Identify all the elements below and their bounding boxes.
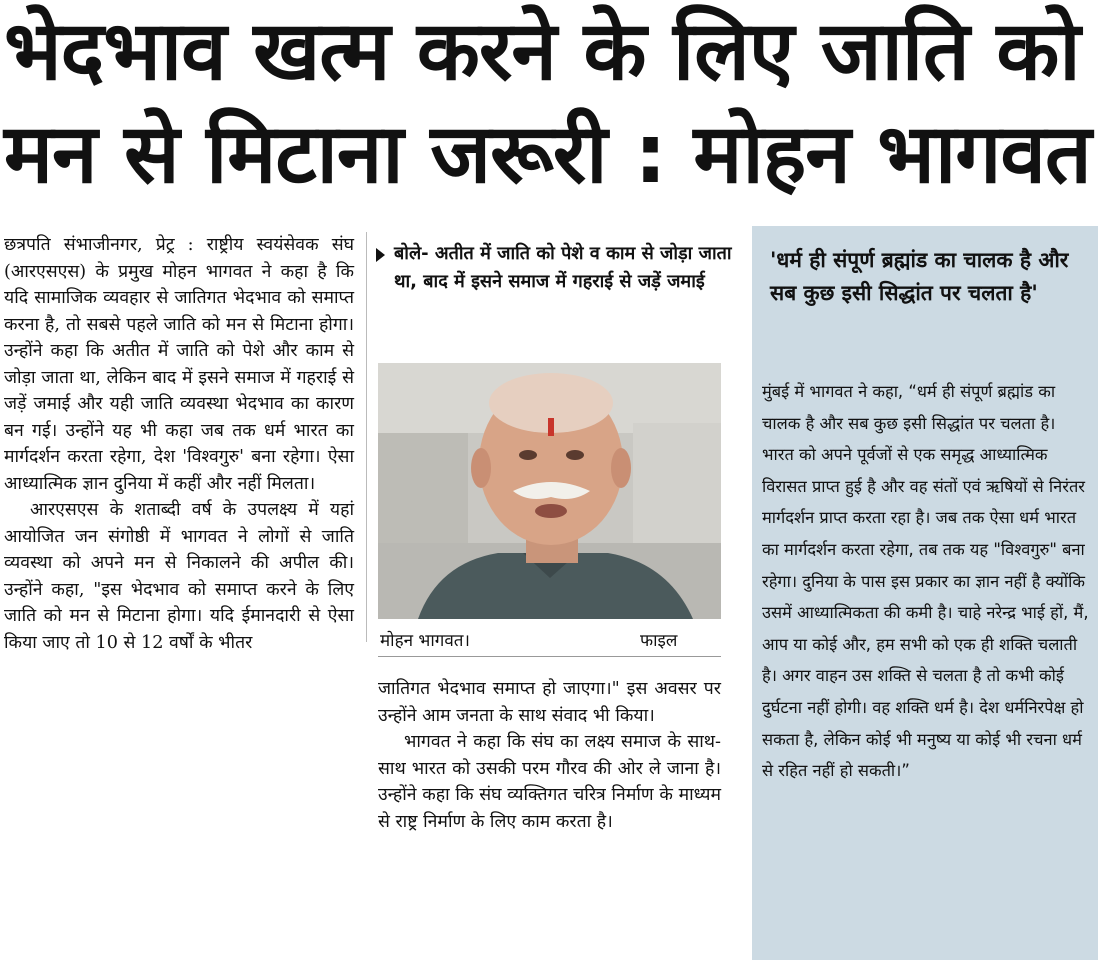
- caption-credit: फाइल: [640, 631, 678, 651]
- article-paragraph: छत्रपति संभाजीनगर, प्रेट्र : राष्ट्रीय स्वयंसेवक संघ (आरएसएस) के प्रमुख मोहन भागवत ने कहा है कि यदि सामाजिक व्यवहार से जातिगत भेदभाव को समाप्त करना है, तो सबसे पहले जाति को मन से मिटाना होगा। उन्होंने कहा कि अतीत में जाति को पेशे और काम से जोड़ा जाता था, लेकिन बाद में इसने समाज में गहराई से जड़ें जमाई और यही जाति व्यवस्था भेदभाव का कारण बन गई। उन्होंने यह भी कहा जब तक धर्म भारत का मार्गदर्शन करता रहेगा, देश 'विश्वगुरु' बना रहेगा। ऐसा आध्यात्मिक ज्ञान दुनिया में कहीं और नहीं मिलता।: [4, 235, 354, 494]
- portrait-illustration: [378, 363, 721, 619]
- article-paragraph: जातिगत भेदभाव समाप्त हो जाएगा।" इस अवसर पर उन्होंने आम जनता के साथ संवाद भी किया।: [378, 679, 721, 726]
- headline-line-1: भेदभाव खत्म करने के लिए जाति को: [4, 4, 1080, 99]
- article-paragraph: भागवत ने कहा कि संघ का लक्ष्य समाज के साथ-साथ भारत को उसकी परम गौरव की ओर ले जाना है। उन्होंने कहा कि संघ व्यक्तिगत चरित्र निर्माण के माध्यम से राष्ट्र निर्माण के लिए काम करता है।: [378, 732, 721, 832]
- subheading-text: बोले- अतीत में जाति को पेशे व काम से जोड़ा जाता था, बाद में इसने समाज में गहराई से जड़ें जमाई: [394, 243, 732, 292]
- caption-name: मोहन भागवत।: [380, 631, 470, 651]
- subheading: [380, 240, 740, 296]
- article-column-2: [378, 676, 721, 835]
- headline: [0, 0, 1100, 210]
- sidebar-text: मुंबई में भागवत ने कहा, “धर्म ही संपूर्ण ब्रह्मांड का चालक है और सब कुछ इसी सिद्धांत पर चलता है। भारत को अपने पूर्वजों से एक समृद्ध आध्यात्मिक विरासत प्राप्त हुई है और वह संतों एवं ऋषियों से निरंतर मार्गदर्शन प्राप्त करता रहा है। जब तक ऐसा धर्म भारत का मार्गदर्शन करता रहेगा, तब तक यह "विश्वगुरु" बना रहेगा। दुनिया के पास इस प्रकार का ज्ञान नहीं है क्योंकि उसमें आध्यात्मिकता की कमी है। चाहे नरेन्द्र भाई हों, मैं, आप या कोई और, हम सभी को एक ही शक्ति चलाती है। अगर वाहन उस शक्ति से चलता है तो कभी कोई दुर्घटना नहीं होगी। वह शक्ति धर्म है। देश धर्मनिरपेक्ष हो सकता है, लेकिन कोई भी मनुष्य या कोई भी रचना धर्म से रहित नहीं हो सकती।”: [762, 382, 1089, 781]
- article-paragraph: आरएसएस के शताब्दी वर्ष के उपलक्ष्य में यहां आयोजित जन संगोष्ठी में भागवत ने लोगों से जाति व्यवस्था को अपने मन से निकालने की अपील की। उन्होंने कहा, "इस भेदभाव को समाप्त करने के लिए जाति को मन से मिटाना होगा। यदि ईमानदारी से ऐसा किया जाए तो 10 से 12 वर्षों के भीतर: [4, 500, 354, 653]
- triangle-bullet-icon: [376, 248, 385, 262]
- news-photo: [378, 363, 721, 619]
- headline-line-2: मन से मिटाना जरूरी : मोहन भागवत: [4, 107, 1091, 202]
- column-divider: [366, 232, 367, 642]
- sidebar-title: 'धर्म ही संपूर्ण ब्रह्मांड का चालक है और सब कुछ इसी सिद्धांत पर चलता है': [770, 248, 1069, 305]
- photo-caption: [378, 626, 721, 657]
- sidebar-box: [752, 226, 1098, 960]
- article-column-1: [4, 232, 354, 656]
